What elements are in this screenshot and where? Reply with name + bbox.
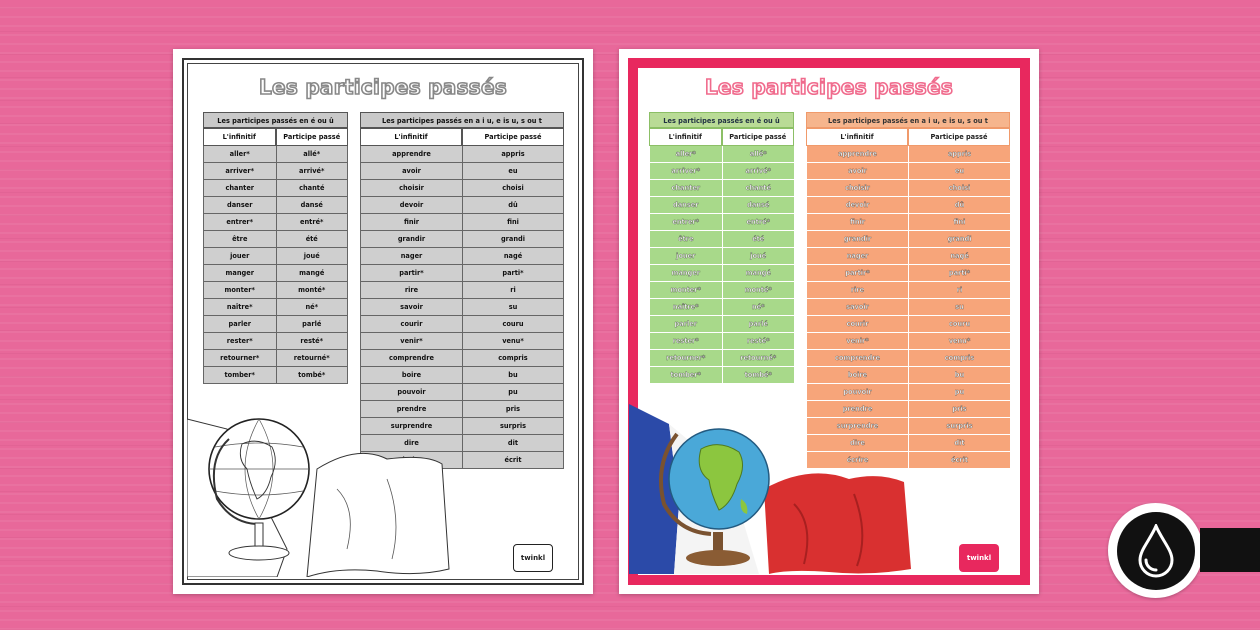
infinitive-cell: jouer [649,248,722,265]
infinitive-cell: jouer [203,248,276,265]
participle-cell: eu [462,163,564,180]
participle-cell: nagé [462,248,564,265]
table-row [360,265,564,282]
participle-cell: dû [908,197,1010,214]
infinitive-cell: boire [360,367,462,384]
table-row [649,214,794,231]
ink-saver-badge [1108,503,1203,598]
table-row [806,367,1010,384]
table-row [203,197,348,214]
table-row [203,163,348,180]
participle-cell: retourné* [276,350,349,367]
infinitive-cell: finir [806,214,908,231]
table-row [649,231,794,248]
table-row [806,197,1010,214]
participle-cell: arrivé* [722,163,795,180]
infinitive-cell: danser [203,197,276,214]
participle-cell: venu* [462,333,564,350]
table-row [203,180,348,197]
table-row [203,248,348,265]
infinitive-cell: dire [806,435,908,452]
infinitive-cell: venir* [806,333,908,350]
participle-cell: parlé [722,316,795,333]
infinitive-cell: choisir [360,180,462,197]
participle-cell: monté* [722,282,795,299]
table-row [806,146,1010,163]
infinitive-cell: devoir [360,197,462,214]
infinitive-cell: manger [649,265,722,282]
participle-cell: su [908,299,1010,316]
table-row [360,214,564,231]
table-row [649,180,794,197]
infinitive-cell: être [649,231,722,248]
participle-cell: pu [462,384,564,401]
infinitive-cell: aller* [649,146,722,163]
participle-cell: pu [908,384,1010,401]
infinitive-cell: venir* [360,333,462,350]
participle-cell: fini [462,214,564,231]
participle-cell: fini [908,214,1010,231]
table-row [203,350,348,367]
participle-cell: parti* [462,265,564,282]
column-header-infinitive: L'infinitif [806,128,908,146]
table-row [203,299,348,316]
participle-cell: choisi [462,180,564,197]
infinitive-cell: parler [649,316,722,333]
table-row [360,180,564,197]
table-row [360,299,564,316]
participle-cell: su [462,299,564,316]
infinitive-cell: écrire [806,452,908,469]
table-row [360,146,564,163]
column-header-participle: Participe passé [276,128,349,146]
participle-cell: resté* [276,333,349,350]
participle-cell: eu [908,163,1010,180]
participle-cell: compris [462,350,564,367]
infinitive-cell: finir [360,214,462,231]
participle-cell: écrit [908,452,1010,469]
infinitive-cell: prendre [806,401,908,418]
participle-cell: été [722,231,795,248]
infinitive-cell: grandir [360,231,462,248]
table-row [649,248,794,265]
infinitive-cell: comprendre [806,350,908,367]
infinitive-cell: choisir [806,180,908,197]
poster-black-white [173,49,593,594]
participle-cell: monté* [276,282,349,299]
infinitive-cell: chanter [203,180,276,197]
infinitive-cell: pouvoir [360,384,462,401]
table-row [360,197,564,214]
infinitive-cell: nager [360,248,462,265]
infinitive-cell: savoir [360,299,462,316]
table-row [203,282,348,299]
table-caption: Les participes passés en é ou û [649,112,794,128]
table-row [806,384,1010,401]
participle-cell: dit [462,435,564,452]
infinitive-cell: monter* [649,282,722,299]
participle-cell: chanté [276,180,349,197]
globe-flag-illustration [629,404,919,574]
column-header-infinitive: L'infinitif [203,128,276,146]
table-row [203,146,348,163]
table-row [360,248,564,265]
participle-cell: grandi [462,231,564,248]
infinitive-cell: courir [806,316,908,333]
participle-cell: grandi [908,231,1010,248]
participle-cell: ri [462,282,564,299]
participle-cell: joué [276,248,349,265]
table-row [203,316,348,333]
table-caption: Les participes passés en a i u, e is u, s ou t [806,112,1010,128]
table-row [649,299,794,316]
infinitive-cell: tomber* [649,367,722,384]
participle-cell: choisi [908,180,1010,197]
table-row [649,265,794,282]
participle-cell: surpris [908,418,1010,435]
infinitive-cell: rester* [203,333,276,350]
table-row [649,367,794,384]
ink-saver-bar [1200,528,1260,572]
infinitive-cell: parler [203,316,276,333]
participle-cell: appris [462,146,564,163]
participle-cell: pris [462,401,564,418]
participle-cell: pris [908,401,1010,418]
table-er-verbs [649,112,794,384]
infinitive-cell: boire [806,367,908,384]
table-row [649,146,794,163]
table-row [806,231,1010,248]
table-er-verbs [203,112,348,384]
infinitive-cell: entrer* [203,214,276,231]
table-row [360,367,564,384]
infinitive-cell: retourner* [649,350,722,367]
table-caption: Les participes passés en é ou û [203,112,348,128]
participle-cell: dit [908,435,1010,452]
infinitive-cell: aller* [203,146,276,163]
participle-cell: appris [908,146,1010,163]
poster-title: Les participes passés [258,75,508,99]
table-row [806,333,1010,350]
participle-cell: parti* [908,265,1010,282]
table-row [360,333,564,350]
participle-cell: allé* [722,146,795,163]
participle-cell: dû [462,197,564,214]
table-row [806,248,1010,265]
infinitive-cell: danser [649,197,722,214]
infinitive-cell: rire [806,282,908,299]
table-row [203,231,348,248]
infinitive-cell: courir [360,316,462,333]
table-row [806,265,1010,282]
infinitive-cell: savoir [806,299,908,316]
infinitive-cell: tomber* [203,367,276,384]
infinitive-cell: être [203,231,276,248]
table-row [806,350,1010,367]
participle-cell: bu [462,367,564,384]
participle-cell: venu* [908,333,1010,350]
table-row [203,214,348,231]
twinkl-logo: twinkl [959,544,999,572]
table-row [360,282,564,299]
table-row [649,333,794,350]
column-header-participle: Participe passé [462,128,564,146]
infinitive-cell: arriver* [203,163,276,180]
participle-cell: né* [722,299,795,316]
participle-cell: couru [462,316,564,333]
infinitive-cell: dire [360,435,462,452]
participle-cell: retourné* [722,350,795,367]
participle-cell: couru [908,316,1010,333]
participle-cell: tombé* [276,367,349,384]
table-row [360,163,564,180]
table-row [360,231,564,248]
participle-cell: été [276,231,349,248]
participle-cell: tombé* [722,367,795,384]
infinitive-cell: retourner* [203,350,276,367]
participle-cell: mangé [722,265,795,282]
table-row [360,350,564,367]
infinitive-cell: avoir [806,163,908,180]
ink-drop-icon [1136,524,1176,578]
column-header-participle: Participe passé [908,128,1010,146]
infinitive-cell: naître* [203,299,276,316]
infinitive-cell: monter* [203,282,276,299]
poster-color [619,49,1039,594]
table-row [806,163,1010,180]
table-row [203,265,348,282]
infinitive-cell: surprendre [806,418,908,435]
participle-cell: bu [908,367,1010,384]
globe-flag-illustration [187,399,457,577]
infinitive-cell: pouvoir [806,384,908,401]
infinitive-cell: partir* [360,265,462,282]
infinitive-cell: entrer* [649,214,722,231]
infinitive-cell: rire [360,282,462,299]
table-row [806,214,1010,231]
participle-cell: mangé [276,265,349,282]
infinitive-cell: apprendre [360,146,462,163]
table-row [806,316,1010,333]
participle-cell: né* [276,299,349,316]
table-row [649,316,794,333]
infinitive-cell: nager [806,248,908,265]
twinkl-logo: twinkl [513,544,553,572]
poster-title: Les participes passés [704,75,954,99]
infinitive-cell: chanter [649,180,722,197]
participle-cell: dansé [722,197,795,214]
table-row [649,163,794,180]
infinitive-cell: comprendre [360,350,462,367]
column-header-infinitive: L'infinitif [360,128,462,146]
table-caption: Les participes passés en a i u, e is u, s ou t [360,112,564,128]
column-header-participle: Participe passé [722,128,795,146]
column-header-infinitive: L'infinitif [649,128,722,146]
table-row [806,282,1010,299]
participle-cell: arrivé* [276,163,349,180]
table-row [806,299,1010,316]
participle-cell: allé* [276,146,349,163]
table-row [806,180,1010,197]
infinitive-cell: partir* [806,265,908,282]
infinitive-cell: avoir [360,163,462,180]
participle-cell: entré* [276,214,349,231]
infinitive-cell: prendre [360,401,462,418]
participle-cell: parlé [276,316,349,333]
infinitive-cell: arriver* [649,163,722,180]
participle-cell: dansé [276,197,349,214]
participle-cell: compris [908,350,1010,367]
table-row [360,316,564,333]
participle-cell: ri [908,282,1010,299]
participle-cell: joué [722,248,795,265]
table-row [203,333,348,350]
table-row [649,197,794,214]
infinitive-cell: rester* [649,333,722,350]
table-row [649,282,794,299]
participle-cell: nagé [908,248,1010,265]
infinitive-cell: surprendre [360,418,462,435]
infinitive-cell: manger [203,265,276,282]
table-row [203,367,348,384]
table-row [649,350,794,367]
infinitive-cell: naître* [649,299,722,316]
participle-cell: entré* [722,214,795,231]
infinitive-cell: apprendre [806,146,908,163]
participle-cell: écrit [462,452,564,469]
participle-cell: chanté [722,180,795,197]
infinitive-cell: grandir [806,231,908,248]
infinitive-cell: devoir [806,197,908,214]
participle-cell: resté* [722,333,795,350]
participle-cell: surpris [462,418,564,435]
